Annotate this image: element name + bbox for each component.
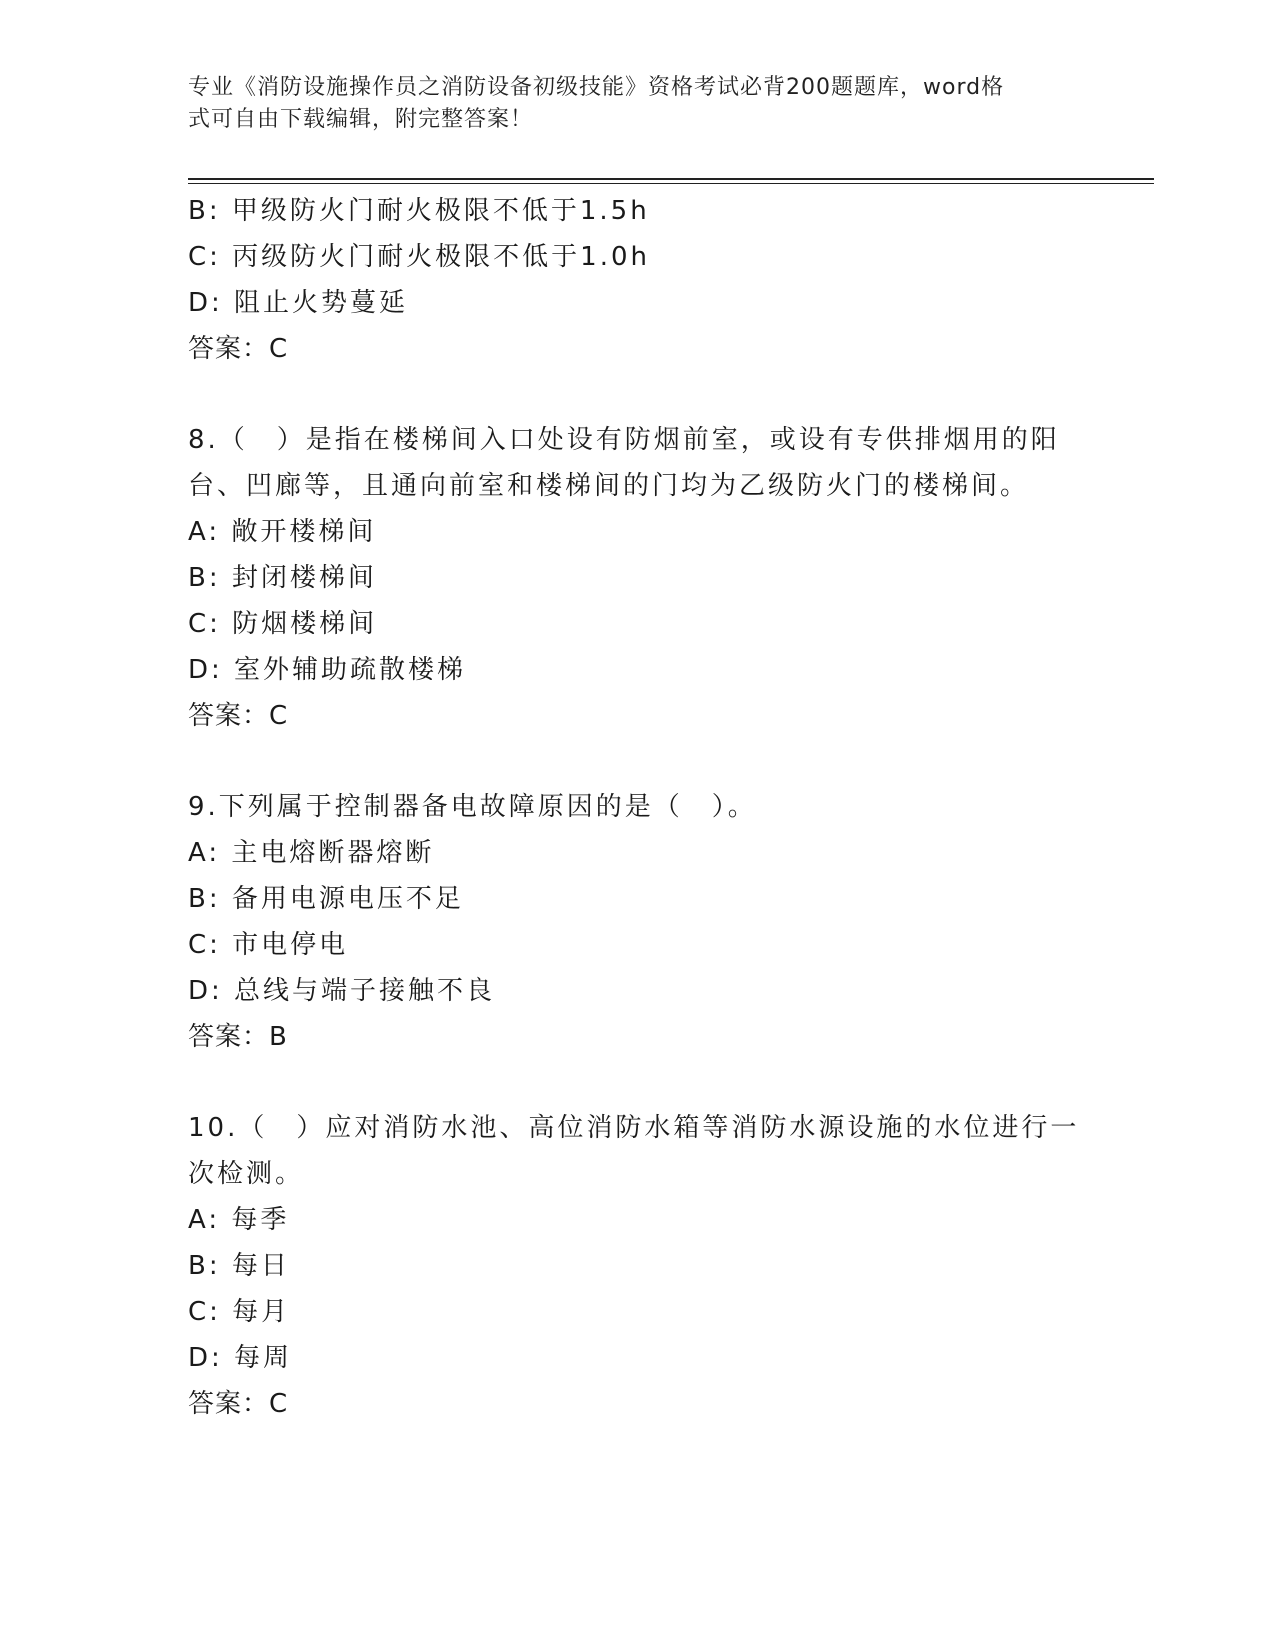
question-list (188, 188, 1088, 1427)
option-d: D: 室外辅助疏散楼梯 (188, 655, 467, 685)
option-a: A: 敞开楼梯间 (188, 517, 377, 547)
answer: 答案：C (188, 701, 289, 731)
question-8 (188, 417, 1088, 739)
option-d: D: 阻止火势蔓延 (188, 288, 409, 318)
option-c: C: 每月 (188, 1297, 291, 1327)
question-stem-line-1: 10.（ ）应对消防水池、高位消防水箱等消防水源设施的水位进行一 (188, 1113, 1080, 1143)
question-stem-line-2: 次检测。 (188, 1159, 305, 1189)
answer: 答案：B (188, 1022, 288, 1052)
question-gap (188, 372, 1088, 417)
option-a: A: 每季 (188, 1205, 290, 1235)
answer: 答案：C (188, 1389, 289, 1419)
question-gap (188, 739, 1088, 784)
option-c: C: 防烟楼梯间 (188, 609, 378, 639)
option-b: B: 甲级防火门耐火极限不低于1.5h (188, 196, 650, 226)
header-rule-thick (188, 178, 1154, 180)
option-c: C: 市电停电 (188, 930, 349, 960)
question-stem-line-1: 8.（ ）是指在楼梯间入口处设有防烟前室，或设有专供排烟用的阳 (188, 425, 1060, 455)
question-stem-line-1: 9.下列属于控制器备电故障原因的是（ ）。 (188, 792, 757, 822)
document-header (188, 72, 1068, 136)
option-b: B: 每日 (188, 1251, 290, 1281)
question-10 (188, 1105, 1088, 1427)
header-rule-thin (188, 183, 1154, 184)
option-d: D: 每周 (188, 1343, 293, 1373)
header-title-line-2: 式可自由下载编辑，附完整答案！ (188, 107, 534, 132)
question-gap (188, 1060, 1088, 1105)
header-title-line-1: 专业《消防设施操作员之消防设备初级技能》资格考试必背200题题库，word格 (188, 75, 1005, 100)
question-9 (188, 784, 1088, 1060)
option-c: C: 丙级防火门耐火极限不低于1.0h (188, 242, 651, 272)
question-stem-line-2: 台、凹廊等，且通向前室和楼梯间的门均为乙级防火门的楼梯间。 (188, 471, 1030, 501)
answer: 答案：C (188, 334, 289, 364)
option-b: B: 封闭楼梯间 (188, 563, 377, 593)
option-a: A: 主电熔断器熔断 (188, 838, 435, 868)
question-7 (188, 188, 1088, 372)
option-b: B: 备用电源电压不足 (188, 884, 464, 914)
option-d: D: 总线与端子接触不良 (188, 976, 496, 1006)
